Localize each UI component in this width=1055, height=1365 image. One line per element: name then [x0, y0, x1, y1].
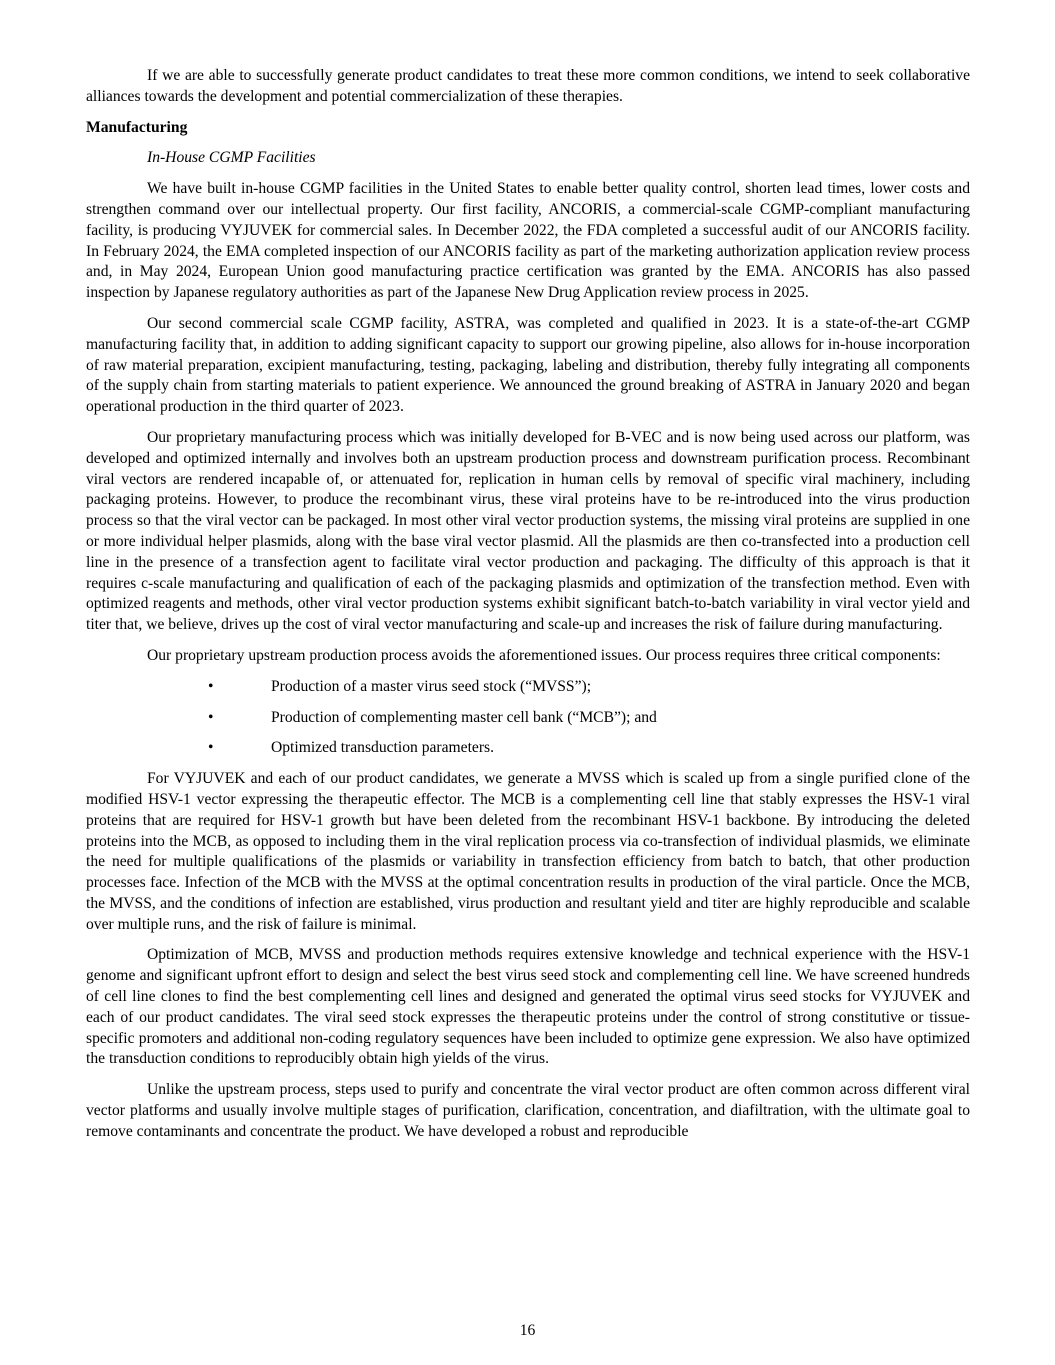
ancoris-paragraph: We have built in-house CGMP facilities in the United States to enable better quality control, shorten lead times, lower costs and strengthen command over our intellectual property. Our first facility, ANCORIS, a commercial-scale CGMP-compliant manufacturing facility, is producing VYJUVEK for commercial sales. In December 2022, the FDA completed a successful audit of our ANCORIS facility. In February 2024, the EMA completed inspection of our ANCORIS facility as part of the marketing authorization application review process and, in May 2024, European Union good manufacturing practice certification was granted by the EMA. ANCORIS has also passed inspection by Japanese regulatory authorities as part of the Japanese New Drug Application review process in 2025. — [86, 180, 970, 302]
list-item — [86, 677, 970, 698]
list-item-text: Production of a master virus seed stock (“MVSS”); — [271, 677, 592, 695]
list-item — [86, 708, 970, 729]
list-item — [86, 738, 970, 759]
bullet-icon: • — [208, 677, 214, 695]
document-page — [86, 66, 970, 1153]
inhouse-cgmp-subheading: In-House CGMP Facilities — [147, 149, 316, 167]
bullet-icon: • — [208, 708, 214, 726]
manufacturing-heading: Manufacturing — [86, 118, 188, 136]
process-paragraph: Our proprietary manufacturing process which was initially developed for B-VEC and is now being used across our platform, was developed and optimized internally and involves both an upstream production process and downstream purification process. Recombinant viral vectors are rendered incapable of, or attenuated for, replication in human cells by removal of specific viral machinery, including packaging proteins. However, to produce the recombinant virus, these viral proteins have to be re-introduced into the virus production process so that the viral vector can be packaged. In most other viral vector production systems, the missing viral proteins are supplied in one or more individual helper plasmids, along with the base viral vector plasmid. All the plasmids are then co-transfected into a production cell line in the presence of a transfection agent to facilitate viral vector production and packaging. The difficulty of this approach is that it requires c-scale manufacturing and qualification of each of the packaging plasmids and optimization of the transfection method. Even with optimized reagents and methods, other viral vector production systems exhibit significant batch-to-batch variability in viral vector yield and titer that, we believe, drives up the cost of viral vector manufacturing and scale-up and increases the risk of failure during manufacturing. — [86, 428, 970, 634]
intro-paragraph: If we are able to successfully generate product candidates to treat these more common conditions, we intend to seek collaborative alliances towards the development and potential commercialization of these therapies. — [86, 67, 970, 105]
bullet-icon: • — [208, 739, 214, 757]
components-list — [86, 677, 970, 759]
optimization-paragraph: Optimization of MCB, MVSS and production methods requires extensive knowledge and technical experience with the HSV-1 genome and significant upfront effort to design and select the best virus seed stock and complementing cell line. We have screened hundreds of cell line clones to find the best complementing cell lines and designed and generated the optimal virus seed stocks for VYJUVEK and each of our product candidates. The viral seed stock expresses the therapeutic proteins under the control of strong constitutive or tissue-specific promoters and additional non-coding regulatory sequences have been included to optimize gene expression. We also have optimized the transduction conditions to reproducibly obtain high yields of the virus. — [86, 946, 970, 1068]
list-item-text: Production of complementing master cell bank (“MCB”); and — [271, 708, 657, 726]
astra-paragraph: Our second commercial scale CGMP facility, ASTRA, was completed and qualified in 2023. It is a state-of-the-art CGMP manufacturing facility that, in addition to adding significant capacity to support our growing pipeline, also allows for in-house incorporation of raw material preparation, excipient manufacturing, testing, packaging, labeling and distribution, thereby fully integrating all components of the supply chain from starting materials to patient experience. We announced the ground breaking of ASTRA in January 2020 and began operational production in the third quarter of 2023. — [86, 314, 970, 416]
upstream-paragraph: Our proprietary upstream production process avoids the aforementioned issues. Our process requires three critical components: — [147, 646, 941, 664]
downstream-paragraph: Unlike the upstream process, steps used to purify and concentrate the viral vector product are often common across different viral vector platforms and usually involve multiple stages of purification, clarification, concentration, and diafiltration, with the ultimate goal to remove contaminants and concentrate the product. We have developed a robust and reproducible — [86, 1081, 970, 1140]
page-number: 16 — [519, 1322, 536, 1339]
list-item-text: Optimized transduction parameters. — [271, 739, 495, 757]
mvss-paragraph: For VYJUVEK and each of our product candidates, we generate a MVSS which is scaled up from a single purified clone of the modified HSV-1 vector expressing the therapeutic effector. The MCB is a complementing cell line that stably expresses the HSV-1 viral proteins that are required for HSV-1 growth but have been deleted from the recombinant HSV-1 backbone. By introducing the deleted proteins into the MCB, as opposed to including them in the viral replication process via co-transfection of individual plasmids, we eliminate the need for multiple qualifications of the plasmids or variability in transfection efficiency from batch to batch, that other production processes face. Infection of the MCB with the MVSS at the optimal concentration results in production of the viral particle. Once the MCB, the MVSS, and the conditions of infection are established, virus production and resultant yield and titer are highly reproducible and scalable over multiple runs, and the risk of failure is minimal. — [86, 770, 970, 933]
